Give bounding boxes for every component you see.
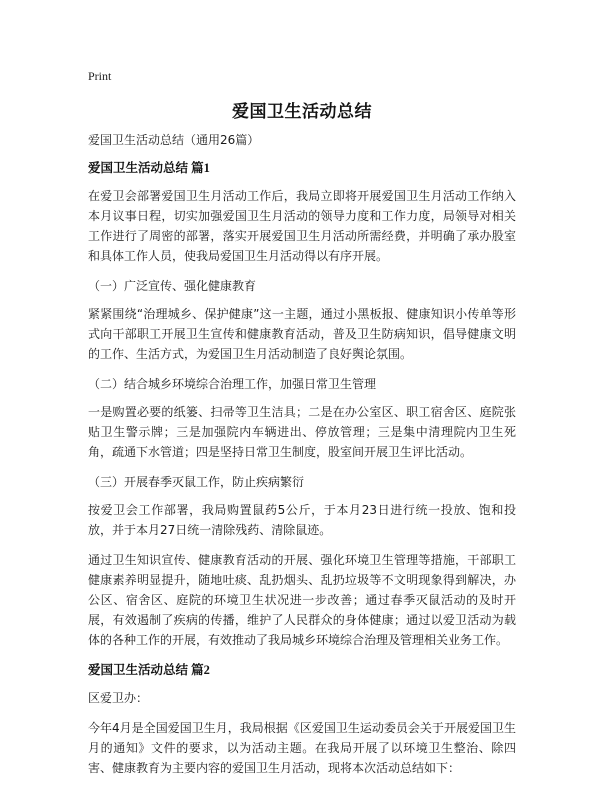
section-3-body: 按爱卫会工作部署，我局购置鼠药5公斤，于本月23日进行统一投放、饱和投放，并于本月27日统一清除残药、清除鼠迹。 [88,503,516,537]
section-1-body: 紧紧围绕“治理城乡、保护健康”这一主题，通过小黑板报、健康知识小传单等形式向干部职工开展卫生宣传和健康教育活动，普及卫生防病知识，倡导健康文明的工作、生活方式，为爱国卫生月活动制造了良好舆论氛围。 [88,307,516,361]
article-2-heading: 爱国卫生活动总结 篇2 [88,663,210,677]
section-3-title: （三）开展春季灭鼠工作，防止疾病繁衍 [88,475,305,489]
document-subtitle: 爱国卫生活动总结（通用26篇） [88,133,260,147]
article-2-intro: 今年4月是全国爱国卫生月，我局根据《区爱国卫生运动委员会关于开展爱国卫生月的通知》文件的要求，以为活动主题。在我局开展了以环境卫生整治、除四害、健康教育为主要内容的爱国卫生月活动，现将本次活动总结如下： [88,721,516,775]
article-1-intro: 在爱卫会部署爱国卫生月活动工作后，我局立即将开展爱国卫生月活动工作纳入本月议事日程，切实加强爱国卫生月活动的领导力度和工作力度，局领导对相关工作进行了周密的部署，落实开展爱国卫生月活动所需经费，并明确了承办股室和具体工作人员，使我局爱国卫生月活动得以有序开展。 [88,189,516,263]
document-body [88,130,516,788]
section-2-title: （二）结合城乡环境综合治理工作，加强日常卫生管理 [88,377,377,391]
print-link[interactable]: Print [88,69,112,83]
article-1-summary: 通过卫生知识宣传、健康教育活动的开展、强化环境卫生管理等措施，干部职工健康素养明显提升，随地吐痰、乱扔烟头、乱扔垃圾等不文明现象得到解决，办公区、宿舍区、庭院的环境卫生状况进一步改善；通过春季灭鼠活动的及时开展，有效遏制了疾病的传播，维护了人民群众的身体健康；通过以爱卫活动为载体的各种工作的开展，有效推动了我局城乡环境综合治理及管理相关业务工作。 [88,553,516,647]
section-1-title: （一）广泛宣传、强化健康教育 [88,279,257,293]
document-title: 爱国卫生活动总结 [232,102,372,122]
section-2-body: 一是购置必要的纸篓、扫帚等卫生洁具；二是在办公室区、职工宿舍区、庭院张贴卫生警示牌；三是加强院内车辆进出、停放管理；三是集中清理院内卫生死角，疏通下水管道；四是坚持日常卫生制度，股室间开展卫生评比活动。 [88,405,516,459]
article-2-greeting: 区爱卫办： [88,691,149,705]
article-1-heading: 爱国卫生活动总结 篇1 [88,161,210,175]
